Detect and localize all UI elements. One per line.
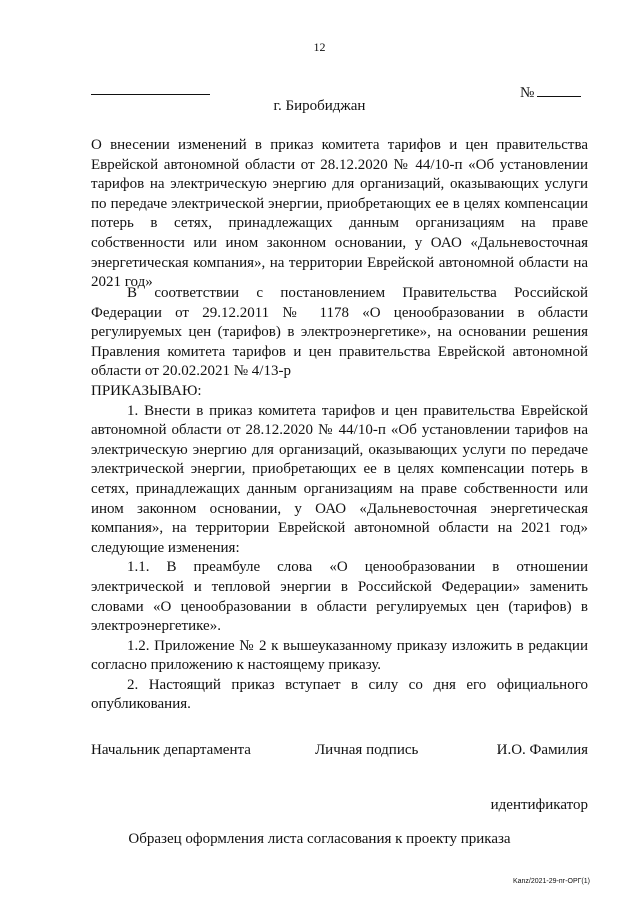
document-title: О внесении изменений в приказ комитета тарифов и цен правительства Еврейской автономной области от 28.12.2020 № 44/10-п «Об установлении тарифов на электрическую энергию для организаций, оказывающих услуги по передаче электрической энергии, приобретающих ее в целях компенсации потерь в сетях, принадлежащих данным организациям на праве собственности или ином законном основании, у ОАО «Дальневосточная энергетическая компания», на территории Еврейской автономной области на 2021 год» — [91, 137, 588, 291]
preamble-paragraph: В соответствии с постановлением Правительства Российской Федерации от 29.12.2011 № 1178 «О ценообразовании в области регулируемых цен (тарифов) в электроэнергетике», на основании решения Правления комитета тарифов и цен правительства Еврейской автономной области от 20.02.2021 № 4/13-р — [91, 285, 588, 380]
footer-document-code: Kanz/2021-29-пг-ОРГ(1) — [512, 878, 590, 885]
approval-sheet-caption: Образец оформления листа согласования к проекту приказа — [128, 831, 511, 847]
item-2-paragraph: 2. Настоящий приказ вступает в силу со дня его официального опубликования. — [91, 676, 588, 713]
item-1-paragraph: 1. Внести в приказ комитета тарифов и цен правительства Еврейской автономной области от 28.12.2020 № 44/10-п «Об установлении тарифов на электрическую энергию для организаций, оказывающих услуги по передаче электрической энергии, приобретающих ее в целях компенсации потерь в сетях, принадлежащих данным организациям на праве собственности или ином законном основании, у ОАО «Дальневосточная энергетическая компания», на территории Еврейской автономной области на 2021 год» следующие изменения: — [91, 402, 588, 556]
number-blank-line — [537, 82, 581, 97]
date-blank-line — [91, 94, 210, 95]
signatory-name: И.О. Фамилия — [496, 742, 588, 758]
signature-placeholder: Личная подпись — [315, 742, 419, 758]
item-1-1-paragraph: 1.1. В преамбуле слова «О ценообразовании в отношении электрической и тепловой энергии в Российской Федерации» заменить словами «О ценообразовании в области регулируемых цен (тарифов) в электроэнергетике». — [91, 559, 588, 635]
document-body — [91, 284, 588, 715]
order-word: ПРИКАЗЫВАЮ: — [91, 382, 202, 399]
number-label: № — [520, 85, 535, 101]
item-1-2-paragraph: 1.2. Приложение № 2 к вышеуказанному приказу изложить в редакции согласно приложению к настоящему приказу. — [91, 637, 588, 674]
identifier-label: идентификатор — [490, 797, 588, 813]
signatory-position: Начальник департамента — [91, 742, 251, 758]
city-name: г. Биробиджан — [273, 98, 366, 114]
page-number: 12 — [313, 40, 326, 54]
